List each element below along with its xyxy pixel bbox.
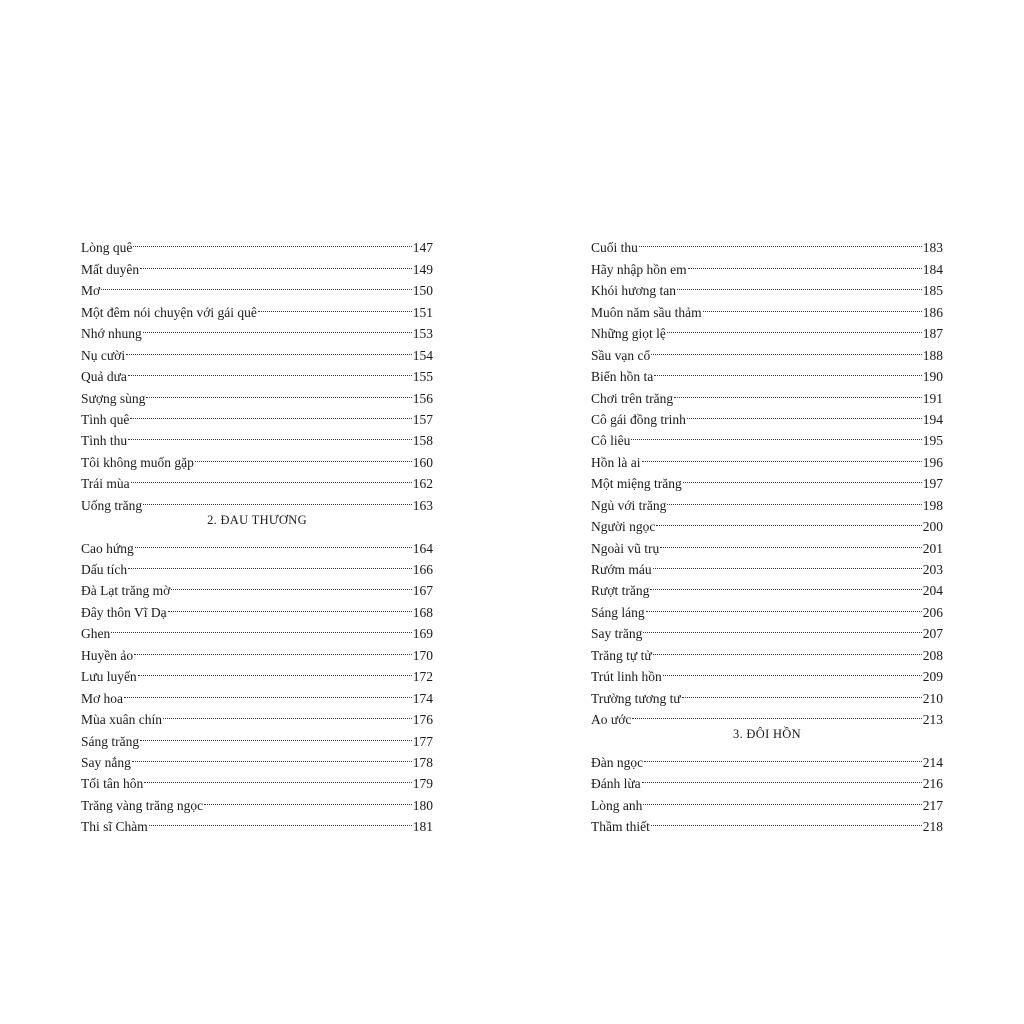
toc-entry-title: Hãy nhập hồn em — [591, 261, 687, 277]
dot-leader — [653, 638, 922, 659]
dot-leader — [674, 381, 922, 402]
toc-entry-page-number: 150 — [412, 283, 433, 299]
dot-leader — [143, 488, 412, 509]
dot-leader — [644, 746, 922, 767]
toc-entry — [591, 746, 943, 770]
toc-entry-page-number: 177 — [412, 733, 433, 749]
toc-entry — [591, 252, 943, 277]
toc-entry-page-number: 196 — [922, 454, 943, 470]
dot-leader — [146, 381, 411, 402]
toc-entry — [591, 467, 943, 492]
toc-entry-page-number: 188 — [922, 347, 943, 363]
toc-entry-title: Uống trăng — [81, 497, 143, 513]
dot-leader — [143, 317, 412, 338]
toc-entry-title: Rượt trăng — [591, 583, 650, 599]
toc-entry-title: Sầu vạn cổ — [591, 347, 651, 363]
toc-entry — [591, 638, 943, 663]
dot-leader — [168, 595, 412, 616]
toc-entry-title: Đánh lừa — [591, 776, 641, 792]
toc-entry — [81, 338, 433, 363]
toc-entry-page-number: 213 — [922, 712, 943, 728]
toc-entry-title: Biển hồn ta — [591, 369, 654, 385]
toc-entry — [81, 638, 433, 663]
dot-leader — [687, 403, 922, 424]
toc-entry — [591, 810, 943, 835]
toc-entry — [81, 553, 433, 577]
toc-entry — [591, 231, 943, 256]
toc-entry-page-number: 194 — [922, 411, 943, 427]
toc-entry-page-number: 184 — [922, 261, 943, 277]
toc-entry-page-number: 157 — [412, 411, 433, 427]
toc-entry — [591, 617, 943, 642]
toc-entry — [81, 467, 433, 492]
dot-leader — [651, 810, 922, 831]
toc-entry — [81, 274, 433, 299]
toc-entry — [81, 295, 433, 320]
toc-entry-title: Thầm thiết — [591, 819, 650, 835]
toc-entry-page-number: 187 — [922, 326, 943, 342]
dot-leader — [128, 360, 412, 381]
toc-entry-page-number: 210 — [922, 690, 943, 706]
toc-right-column — [591, 231, 943, 835]
dot-leader — [642, 767, 922, 788]
toc-entry-title: Tình quê — [81, 411, 130, 427]
toc-entry-title: Cuối thu — [591, 240, 638, 256]
toc-entry — [81, 252, 433, 277]
dot-leader — [646, 595, 922, 616]
toc-entry-page-number: 155 — [412, 369, 433, 385]
dot-leader — [677, 274, 922, 295]
toc-entry-page-number: 198 — [922, 497, 943, 513]
toc-entry-page-number: 217 — [922, 797, 943, 813]
toc-entry-title: Chơi trên trăng — [591, 390, 674, 406]
toc-entry — [81, 403, 433, 427]
toc-entry — [81, 424, 433, 449]
toc-entry-page-number: 174 — [412, 690, 433, 706]
dot-leader — [130, 403, 411, 424]
dot-leader — [124, 681, 412, 702]
toc-entry-page-number: 197 — [922, 476, 943, 492]
toc-entry — [591, 445, 943, 470]
toc-entry-title: Muôn năm sầu thảm — [591, 304, 702, 320]
toc-entry-page-number: 147 — [412, 240, 433, 256]
toc-entry — [591, 788, 943, 813]
toc-entry — [81, 703, 433, 728]
toc-entry-title: Say nắng — [81, 754, 131, 770]
toc-entry-page-number: 170 — [412, 647, 433, 663]
toc-entry-title: Tôi không muốn gặp — [81, 454, 194, 470]
dot-leader — [163, 703, 412, 724]
toc-entry-title: Quả dưa — [81, 369, 127, 385]
dot-leader — [128, 553, 412, 574]
toc-entry-page-number: 158 — [412, 433, 433, 449]
toc-entry-page-number: 214 — [922, 754, 943, 770]
toc-entry-page-number: 169 — [412, 626, 433, 642]
toc-entry-page-number: 176 — [412, 712, 433, 728]
section-heading: 2. ĐAU THƯƠNG — [207, 512, 307, 527]
dot-leader — [171, 574, 412, 595]
toc-entry — [81, 574, 433, 599]
toc-entry — [81, 746, 433, 770]
toc-entry-page-number: 209 — [922, 669, 943, 685]
toc-entry-page-number: 149 — [412, 261, 433, 277]
toc-entry — [81, 488, 433, 513]
toc-entry-page-number: 207 — [922, 626, 943, 642]
toc-entry-page-number: 154 — [412, 347, 433, 363]
toc-entry-page-number: 164 — [412, 540, 433, 556]
toc-entry-page-number: 201 — [922, 540, 943, 556]
toc-entry-title: Một miệng trăng — [591, 476, 682, 492]
dot-leader — [133, 231, 411, 252]
toc-entry-title: Huyền ảo — [81, 647, 134, 663]
dot-leader — [101, 274, 412, 295]
toc-entry-title: Trái mùa — [81, 476, 130, 492]
toc-entry-title: Say trăng — [591, 626, 643, 642]
dot-leader — [682, 681, 922, 702]
toc-entry-title: Trăng tự tử — [591, 647, 652, 663]
toc-entry-title: Lưu luyến — [81, 669, 137, 685]
dot-leader — [204, 788, 412, 809]
dot-leader — [651, 338, 922, 359]
toc-entry-page-number: 160 — [412, 454, 433, 470]
dot-leader — [138, 660, 412, 681]
toc-entry-title: Cô liêu — [591, 433, 631, 449]
dot-leader — [140, 724, 412, 745]
toc-entry-title: Sáng trăng — [81, 733, 140, 749]
dot-leader — [149, 810, 412, 831]
dot-leader — [688, 252, 922, 273]
toc-entry-title: Trăng vàng trăng ngọc — [81, 797, 204, 813]
dot-leader — [667, 317, 922, 338]
dot-leader — [258, 295, 412, 316]
toc-entry-page-number: 191 — [922, 390, 943, 406]
toc-entry-title: Mơ — [81, 283, 101, 299]
toc-entry-page-number: 186 — [922, 304, 943, 320]
dot-leader — [654, 360, 922, 381]
dot-leader — [195, 445, 412, 466]
toc-entry-page-number: 168 — [412, 604, 433, 620]
toc-entry-page-number: 162 — [412, 476, 433, 492]
toc-entry-title: Ghen — [81, 626, 111, 642]
toc-entry-title: Ngủ với trăng — [591, 497, 667, 513]
toc-entry-title: Cao hứng — [81, 540, 134, 556]
dot-leader — [131, 467, 412, 488]
toc-entry — [591, 703, 943, 728]
toc-entry-page-number: 218 — [922, 819, 943, 835]
toc-entry — [81, 767, 433, 792]
dot-leader — [663, 660, 922, 681]
toc-entry-page-number: 185 — [922, 283, 943, 299]
toc-entry-page-number: 153 — [412, 326, 433, 342]
dot-leader — [653, 553, 922, 574]
toc-entry-page-number: 216 — [922, 776, 943, 792]
toc-entry — [81, 360, 433, 385]
toc-entry-page-number: 151 — [412, 304, 433, 320]
toc-entry-page-number: 204 — [922, 583, 943, 599]
toc-entry-page-number: 178 — [412, 754, 433, 770]
toc-entry-page-number: 179 — [412, 776, 433, 792]
toc-entry-page-number: 172 — [412, 669, 433, 685]
toc-entry — [81, 231, 433, 256]
toc-entry-page-number: 208 — [922, 647, 943, 663]
toc-entry-title: Ao ước — [591, 712, 632, 728]
dot-leader — [631, 424, 921, 445]
toc-entry-title: Trút linh hồn — [591, 669, 662, 685]
toc-entry-page-number: 203 — [922, 562, 943, 577]
dot-leader — [667, 488, 921, 509]
toc-entry-title: Tình thu — [81, 433, 128, 449]
toc-entry — [591, 767, 943, 792]
toc-left-column — [81, 231, 433, 835]
toc-entry-title: Mất duyên — [81, 261, 140, 277]
dot-leader — [126, 338, 412, 359]
dot-leader — [643, 617, 921, 638]
toc-entry-title: Nhớ nhung — [81, 326, 142, 342]
toc-entry — [81, 660, 433, 685]
toc-entry-page-number: 163 — [412, 497, 433, 513]
toc-entry-page-number: 167 — [412, 583, 433, 599]
toc-entry-title: Lòng quê — [81, 240, 133, 256]
dot-leader — [650, 574, 921, 595]
toc-entry-title: Hồn là ai — [591, 454, 641, 470]
toc-entry-page-number: 200 — [922, 519, 943, 535]
toc-entry-page-number: 156 — [412, 390, 433, 406]
toc-entry-title: Mơ hoa — [81, 690, 124, 706]
toc-entry-page-number: 195 — [922, 433, 943, 449]
toc-entry-title: Mùa xuân chín — [81, 712, 162, 728]
toc-entry-title: Nụ cười — [81, 347, 126, 363]
toc-entry — [591, 424, 943, 449]
toc-entry-title: Tối tân hôn — [81, 776, 144, 792]
toc-entry-page-number: 206 — [922, 604, 943, 620]
toc-entry-page-number: 180 — [412, 797, 433, 813]
dot-leader — [660, 531, 922, 552]
toc-entry-title: Đà Lạt trăng mờ — [81, 583, 171, 599]
dot-leader — [144, 767, 412, 788]
dot-leader — [643, 788, 921, 809]
dot-leader — [111, 617, 412, 638]
toc-entry-title: Trường tương tư — [591, 690, 681, 706]
toc-entry-title: Lòng anh — [591, 797, 643, 813]
toc-entry-title: Cô gái đồng trinh — [591, 411, 686, 427]
dot-leader — [140, 252, 412, 273]
dot-leader — [703, 295, 922, 316]
section-heading: 3. ĐÔI HỒN — [733, 727, 801, 742]
toc-entry — [81, 445, 433, 470]
toc-entry-title: Thi sĩ Chàm — [81, 819, 148, 835]
dot-leader — [632, 703, 921, 724]
dot-leader — [642, 445, 922, 466]
toc-entry-page-number: 183 — [922, 240, 943, 256]
toc-entry-title: Rướm máu — [591, 562, 652, 577]
toc-entry-title: Một đêm nói chuyện với gái quê — [81, 304, 257, 320]
toc-entry-title: Những giọt lệ — [591, 326, 666, 342]
toc-entry-title: Đây thôn Vĩ Dạ — [81, 604, 167, 620]
toc-entry-title: Sáng láng — [591, 604, 645, 620]
toc-entry — [81, 681, 433, 706]
toc-entry-title: Dấu tích — [81, 562, 128, 577]
toc-entry-page-number: 166 — [412, 562, 433, 577]
toc-entry-title: Sượng sùng — [81, 390, 146, 406]
toc-entry — [81, 381, 433, 406]
toc-entry-title: Người ngọc — [591, 519, 656, 535]
toc-entry — [81, 531, 433, 556]
toc-entry-title: Đàn ngọc — [591, 754, 644, 770]
toc-entry-page-number: 181 — [412, 819, 433, 835]
toc-entry-title: Khói hương tan — [591, 283, 676, 299]
dot-leader — [132, 746, 412, 767]
dot-leader — [656, 510, 921, 531]
toc-entry — [81, 617, 433, 642]
dot-leader — [134, 638, 412, 659]
dot-leader — [128, 424, 412, 445]
toc-entry-page-number: 190 — [922, 369, 943, 385]
dot-leader — [639, 231, 922, 252]
dot-leader — [683, 467, 922, 488]
toc-entry-title: Ngoài vũ trụ — [591, 540, 660, 556]
dot-leader — [135, 531, 412, 552]
